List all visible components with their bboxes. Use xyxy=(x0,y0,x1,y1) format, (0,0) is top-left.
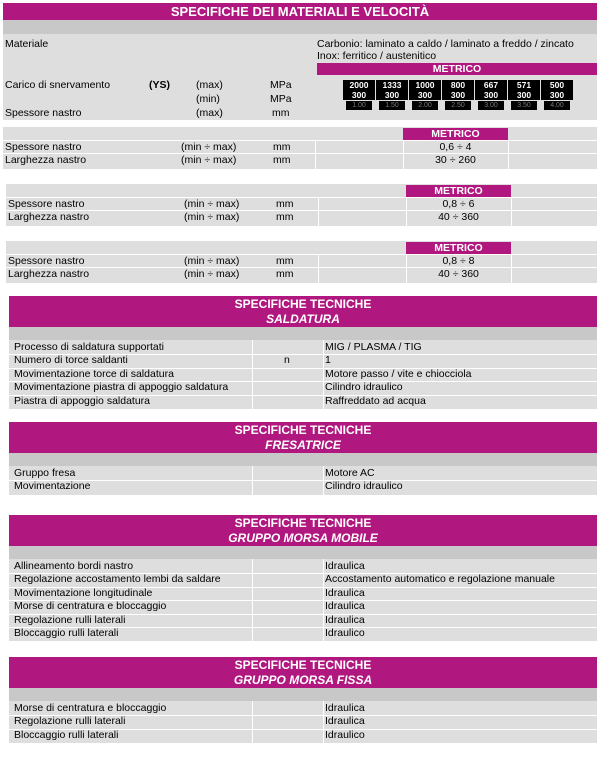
row-label: Spessore nastro xyxy=(5,141,82,153)
row-label: Movimentazione longitudinale xyxy=(14,586,153,599)
row-value: Cilindro idraulico xyxy=(325,381,403,394)
section-body xyxy=(9,340,597,409)
row-range: (min ÷ max) xyxy=(184,211,240,223)
metrico-header: METRICO xyxy=(406,242,511,254)
section-header xyxy=(9,296,597,327)
row-range: (min ÷ max) xyxy=(181,141,237,153)
carico-max: (max) xyxy=(196,79,223,91)
section-header xyxy=(9,515,597,546)
title-underbar xyxy=(3,20,597,34)
row-value: Idraulica xyxy=(325,586,365,599)
ys-thickness-tick: 3.00 xyxy=(478,101,504,110)
row-label: Morse di centratura e bloccaggio xyxy=(14,702,167,714)
ys-max-value: 500 xyxy=(549,80,565,90)
section-subtitle: GRUPPO MORSA MOBILE xyxy=(228,531,378,545)
ys-thickness-tick: 2.50 xyxy=(445,101,471,110)
ys-thickness-tick: 4.00 xyxy=(544,101,570,110)
row-value: Idraulica xyxy=(325,613,365,626)
row-unit: mm xyxy=(273,141,291,153)
row-value: Idraulica xyxy=(325,702,365,714)
row-unit: mm xyxy=(273,154,291,166)
ys-max-value: 667 xyxy=(483,80,499,90)
row-label: Larghezza nastro xyxy=(8,268,90,280)
section-underbar xyxy=(9,688,597,701)
grid-line xyxy=(252,340,253,409)
row-label: Movimentazione torce di saldatura xyxy=(14,367,174,380)
row-unit: mm xyxy=(276,268,294,280)
row-unit: mm xyxy=(276,211,294,223)
row-label: Piastra di appoggio saldatura xyxy=(14,394,151,407)
ys-min-value: 300 xyxy=(549,90,565,100)
carico-unit-min: MPa xyxy=(270,93,292,105)
metrico-header: METRICO xyxy=(317,63,597,75)
row-value: Idraulico xyxy=(325,728,365,741)
ys-thickness-tick: 1.00 xyxy=(346,101,372,110)
row-value: 1 xyxy=(325,354,331,367)
row-label: Regolazione rulli laterali xyxy=(14,613,126,626)
row-range: (min ÷ max) xyxy=(184,255,240,267)
section-body xyxy=(9,559,597,641)
row-value: 30 ÷ 260 xyxy=(435,154,476,166)
ys-max-value: 800 xyxy=(450,80,466,90)
grid-line xyxy=(323,701,324,743)
ys-max-value: 571 xyxy=(516,80,532,90)
row-value: MIG / PLASMA / TIG xyxy=(325,341,422,353)
row-value: 0,8 ÷ 8 xyxy=(442,255,475,267)
ys-thickness-tick: 3.50 xyxy=(511,101,537,110)
row-value: Motore AC xyxy=(325,467,375,479)
metrico-header: METRICO xyxy=(406,185,511,197)
carico-label: Carico di snervamento xyxy=(5,79,111,91)
row-range: (min ÷ max) xyxy=(184,268,240,280)
materiale-value-2: Inox: ferritico / austenitico xyxy=(317,50,437,62)
ys-max-value: 2000 xyxy=(349,80,369,90)
section-underbar xyxy=(9,546,597,559)
row-value: Idraulica xyxy=(325,715,365,728)
grid-line xyxy=(511,197,512,226)
row-unit: n xyxy=(284,354,290,367)
section-underbar xyxy=(9,453,597,466)
materiale-value-1: Carbonio: laminato a caldo / laminato a freddo / zincato xyxy=(317,38,574,50)
row-label: Numero di torce saldanti xyxy=(14,354,128,367)
ys-min-value: 300 xyxy=(516,90,532,100)
row-value: 0,6 ÷ 4 xyxy=(439,141,472,153)
ys-min-value: 300 xyxy=(417,90,433,100)
row-value: 0,8 ÷ 6 xyxy=(442,198,475,210)
carico-ys: (YS) xyxy=(149,79,170,91)
ys-value-box xyxy=(475,80,507,100)
row-label: Morse di centratura e bloccaggio xyxy=(14,600,167,613)
row-value: Accostamento automatico e regolazione manuale xyxy=(325,573,555,586)
ys-thickness-tick: 1.50 xyxy=(379,101,405,110)
ys-max-value: 1333 xyxy=(382,80,402,90)
spessore-top-unit: mm xyxy=(272,107,290,119)
metric-block xyxy=(3,127,597,169)
section-body xyxy=(9,466,597,495)
grid-line xyxy=(508,140,509,169)
section-heading: SPECIFICHE TECNICHE xyxy=(234,516,372,530)
row-unit: mm xyxy=(276,255,294,267)
carico-min: (min) xyxy=(196,93,220,105)
row-label: Regolazione accostamento lembi da saldare xyxy=(14,573,221,586)
section-underbar xyxy=(9,327,597,340)
yield-strength-values xyxy=(343,80,574,110)
ys-thickness-tick: 2.00 xyxy=(412,101,438,110)
materiale-label: Materiale xyxy=(5,38,49,50)
spessore-top-range: (max) xyxy=(196,107,223,119)
section-subtitle: SALDATURA xyxy=(266,312,340,326)
ys-value-box xyxy=(376,80,408,100)
ys-value-box xyxy=(442,80,474,100)
row-label: Processo di saldatura supportati xyxy=(14,341,164,353)
section-heading: SPECIFICHE TECNICHE xyxy=(234,423,372,437)
grid-line xyxy=(318,254,319,283)
row-label: Gruppo fresa xyxy=(14,467,76,479)
metric-block xyxy=(6,184,597,226)
grid-line xyxy=(252,701,253,743)
ys-min-value: 300 xyxy=(450,90,466,100)
ys-max-value: 1000 xyxy=(415,80,435,90)
row-label: Allineamento bordi nastro xyxy=(14,560,134,572)
row-label: Larghezza nastro xyxy=(8,211,90,223)
row-label: Regolazione rulli laterali xyxy=(14,715,126,728)
section-header xyxy=(9,422,597,453)
ys-min-value: 300 xyxy=(384,90,400,100)
section-subtitle: FRESATRICE xyxy=(265,438,341,452)
row-separator xyxy=(9,480,597,481)
row-label: Movimentazione xyxy=(14,480,91,493)
section-header xyxy=(9,657,597,688)
ys-min-value: 300 xyxy=(351,90,367,100)
row-label: Bloccaggio rulli laterali xyxy=(14,728,119,741)
ys-value-box xyxy=(508,80,540,100)
main-title: SPECIFICHE DEI MATERIALI E VELOCITÀ xyxy=(3,3,597,20)
spessore-top-label: Spessore nastro xyxy=(5,107,82,119)
grid-line xyxy=(511,254,512,283)
row-value: 40 ÷ 360 xyxy=(438,211,479,223)
section-subtitle: GRUPPO MORSA FISSA xyxy=(233,673,373,687)
grid-line xyxy=(315,140,316,169)
row-value: Cilindro idraulico xyxy=(325,480,403,493)
row-label: Larghezza nastro xyxy=(5,154,87,166)
row-label: Spessore nastro xyxy=(8,255,85,267)
section-heading: SPECIFICHE TECNICHE xyxy=(234,658,372,672)
metric-block xyxy=(6,241,597,283)
row-label: Spessore nastro xyxy=(8,198,85,210)
row-range: (min ÷ max) xyxy=(181,154,237,166)
row-value: Idraulica xyxy=(325,560,365,572)
grid-line xyxy=(318,197,319,226)
row-label: Bloccaggio rulli laterali xyxy=(14,627,119,639)
row-value: 40 ÷ 360 xyxy=(438,268,479,280)
row-unit: mm xyxy=(276,198,294,210)
row-value: Idraulico xyxy=(325,627,365,639)
section-heading: SPECIFICHE TECNICHE xyxy=(234,297,372,311)
row-value: Motore passo / vite e chiocciola xyxy=(325,367,472,380)
carico-unit-max: MPa xyxy=(270,79,292,91)
row-label: Movimentazione piastra di appoggio saldatura xyxy=(14,381,229,394)
row-range: (min ÷ max) xyxy=(184,198,240,210)
section-body xyxy=(9,701,597,743)
materials-block xyxy=(3,34,597,120)
grid-line xyxy=(323,340,324,409)
metrico-header: METRICO xyxy=(403,128,508,140)
ys-value-box xyxy=(409,80,441,100)
ys-value-box xyxy=(343,80,375,100)
ys-min-value: 300 xyxy=(483,90,499,100)
ys-value-box xyxy=(541,80,573,100)
row-value: Idraulica xyxy=(325,600,365,613)
row-value: Raffreddato ad acqua xyxy=(325,394,426,407)
